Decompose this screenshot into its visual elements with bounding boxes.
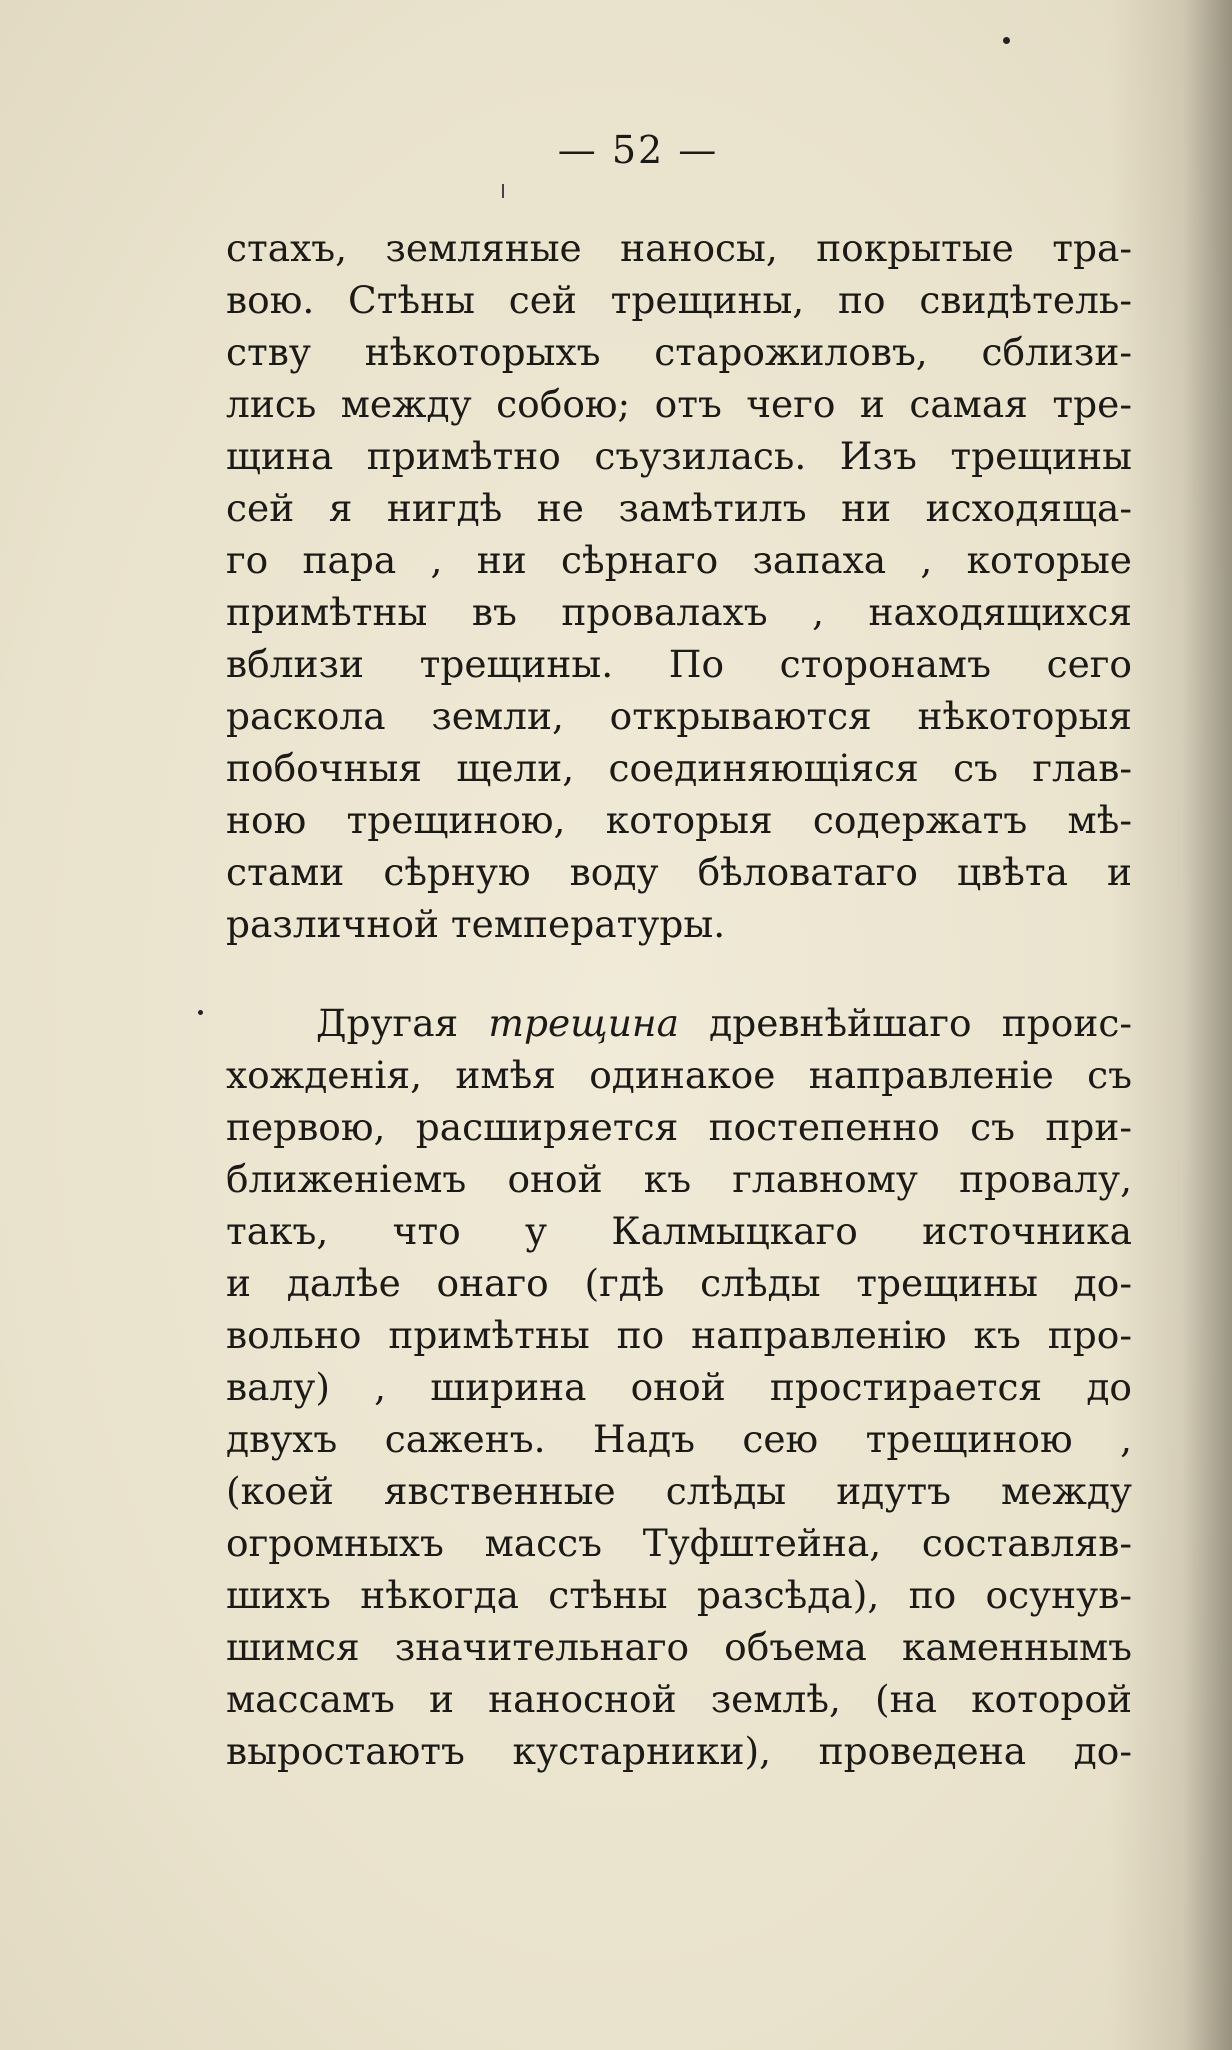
text-line: такъ, что у Калмыцкаго источника: [226, 1209, 1132, 1253]
text-line-first: [226, 997, 1132, 1049]
text-line: массамъ и наносной землѣ, (на которой: [226, 1677, 1132, 1721]
text-line: шимся значительнаго объема каменнымъ: [226, 1625, 1132, 1669]
page-number: — 52 —: [557, 128, 719, 172]
text-line: лись между собою; отъ чего и самая тре-: [226, 382, 1132, 426]
text-line: го пара , ни сѣрнаго запаха , которые: [226, 538, 1132, 582]
text-line: выростаютъ кустарники), проведена до-: [226, 1729, 1132, 1773]
text-line: (коей явственные слѣды идутъ между: [226, 1469, 1132, 1513]
ink-speck: [198, 1010, 203, 1015]
text-line: вольно примѣтны по направленію къ про-: [226, 1313, 1132, 1357]
paragraph-1: [226, 222, 1132, 950]
text-line: сей я нигдѣ не замѣтилъ ни исходяща-: [226, 486, 1132, 530]
text-line: побочныя щели, соединяющіяся съ глав-: [226, 746, 1132, 790]
text-run: древнѣйшаго проис-: [709, 1001, 1133, 1045]
text-line: вою. Стѣны сей трещины, по свидѣтель-: [226, 278, 1132, 322]
text-line: ближеніемъ оной къ главному провалу,: [226, 1157, 1132, 1201]
text-line: раскола земли, открываются нѣкоторыя: [226, 694, 1132, 738]
text-line: валу) , ширина оной простирается до: [226, 1365, 1132, 1409]
text-line: щина примѣтно съузилась. Изъ трещины: [226, 434, 1132, 478]
paragraph-2: [226, 997, 1132, 1777]
text-line: примѣтны въ провалахъ , находящихся: [226, 590, 1132, 634]
text-line: огромныхъ массъ Туфштейна, составляв-: [226, 1521, 1132, 1565]
italic-term: трещина: [488, 1001, 679, 1045]
ink-mark: [502, 184, 504, 198]
ink-speck: [1003, 37, 1010, 44]
text-line: хожденія, имѣя одинакое направленіе съ: [226, 1053, 1132, 1097]
text-line: и далѣе онаго (гдѣ слѣды трещины до-: [226, 1261, 1132, 1305]
text-line: ству нѣкоторыхъ старожиловъ, сблизи-: [226, 330, 1132, 374]
text-line: первою, расширяется постепенно съ при-: [226, 1105, 1132, 1149]
text-line: двухъ саженъ. Надъ сею трещиною ,: [226, 1417, 1132, 1461]
text-line: ною трещиною, которыя содержатъ мѣ-: [226, 798, 1132, 842]
text-run: Другая: [316, 1001, 459, 1045]
text-line: стами сѣрную воду бѣловатаго цвѣта и: [226, 850, 1132, 894]
text-line: шихъ нѣкогда стѣны разсѣда), по осунув-: [226, 1573, 1132, 1617]
text-line: различной температуры.: [226, 902, 726, 946]
text-line: вблизи трещины. По сторонамъ сего: [226, 642, 1132, 686]
text-line: стахъ, земляные наносы, покрытые тра-: [226, 226, 1132, 270]
